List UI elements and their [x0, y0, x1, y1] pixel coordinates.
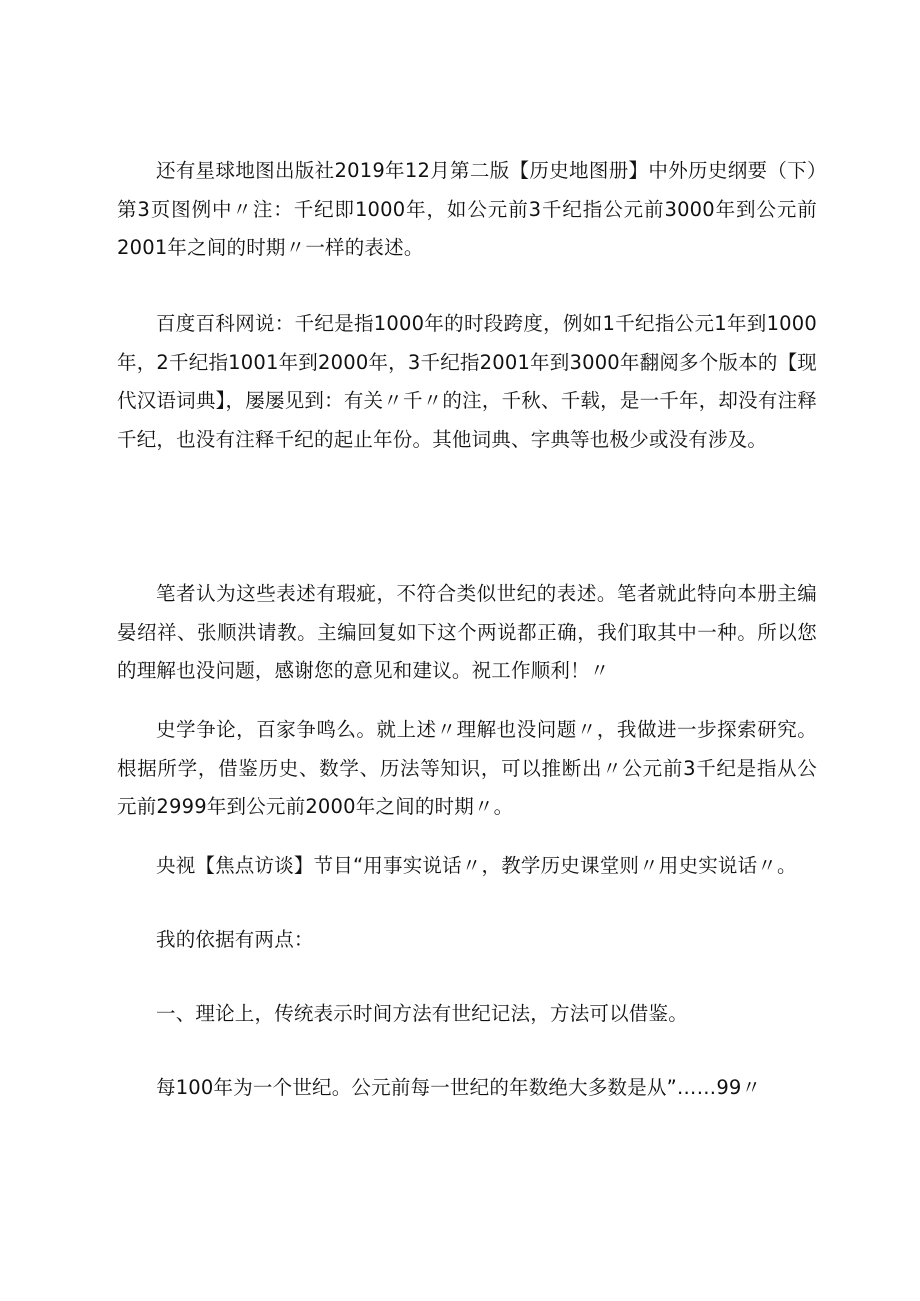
paragraph-4: 史学争论，百家争鸣么。就上述〃理解也没问题〃，我做进一步探索研究。根据所学，借鉴历史、数学、历法等知识，可以推断出〃公元前3千纪是指从公元前2999年到公元前2000年之间的时期〃。: [117, 718, 817, 818]
paragraph-6: 我的依据有两点：: [156, 928, 314, 951]
paragraph-8: 每100年为一个世纪。公元前每一世纪的年数绝大多数是从”……99〃: [156, 1076, 762, 1099]
paragraph-1: 还有星球地图出版社2019年12月第二版【历史地图册】中外历史纲要（下）第3页图例中〃注：千纪即1000年，如公元前3千纪指公元前3000年到公元前2001年之间的时期〃一样的表述。: [117, 159, 817, 259]
paragraph-2: 百度百科网说：千纪是指1000年的时段跨度，例如1千纪指公元1年到1000年，2千纪指1001年到2000年，3千纪指2001年到3000年翻阅多个版本的【现代汉语词典】，屡屡见到：有关〃千〃的注，千秋、千载，是一千年，却没有注释千纪，也没有注释千纪的起止年份。其他词典、字典等也极少或没有涉及。: [117, 312, 817, 451]
paragraph-5: 央视【焦点访谈】节目“用事实说话〃，教学历史课堂则〃用史实说话〃。: [156, 854, 797, 877]
paragraph-3: 笔者认为这些表述有瑕疵，不符合类似世纪的表述。笔者就此特向本册主编晏绍祥、张顺洪请教。主编回复如下这个两说都正确，我们取其中一种。所以您的理解也没问题，感谢您的意见和建议。祝工作顺利！〃: [117, 582, 817, 682]
paragraph-7: 一、理论上，传统表示时间方法有世纪记法，方法可以借鉴。: [156, 1002, 688, 1025]
